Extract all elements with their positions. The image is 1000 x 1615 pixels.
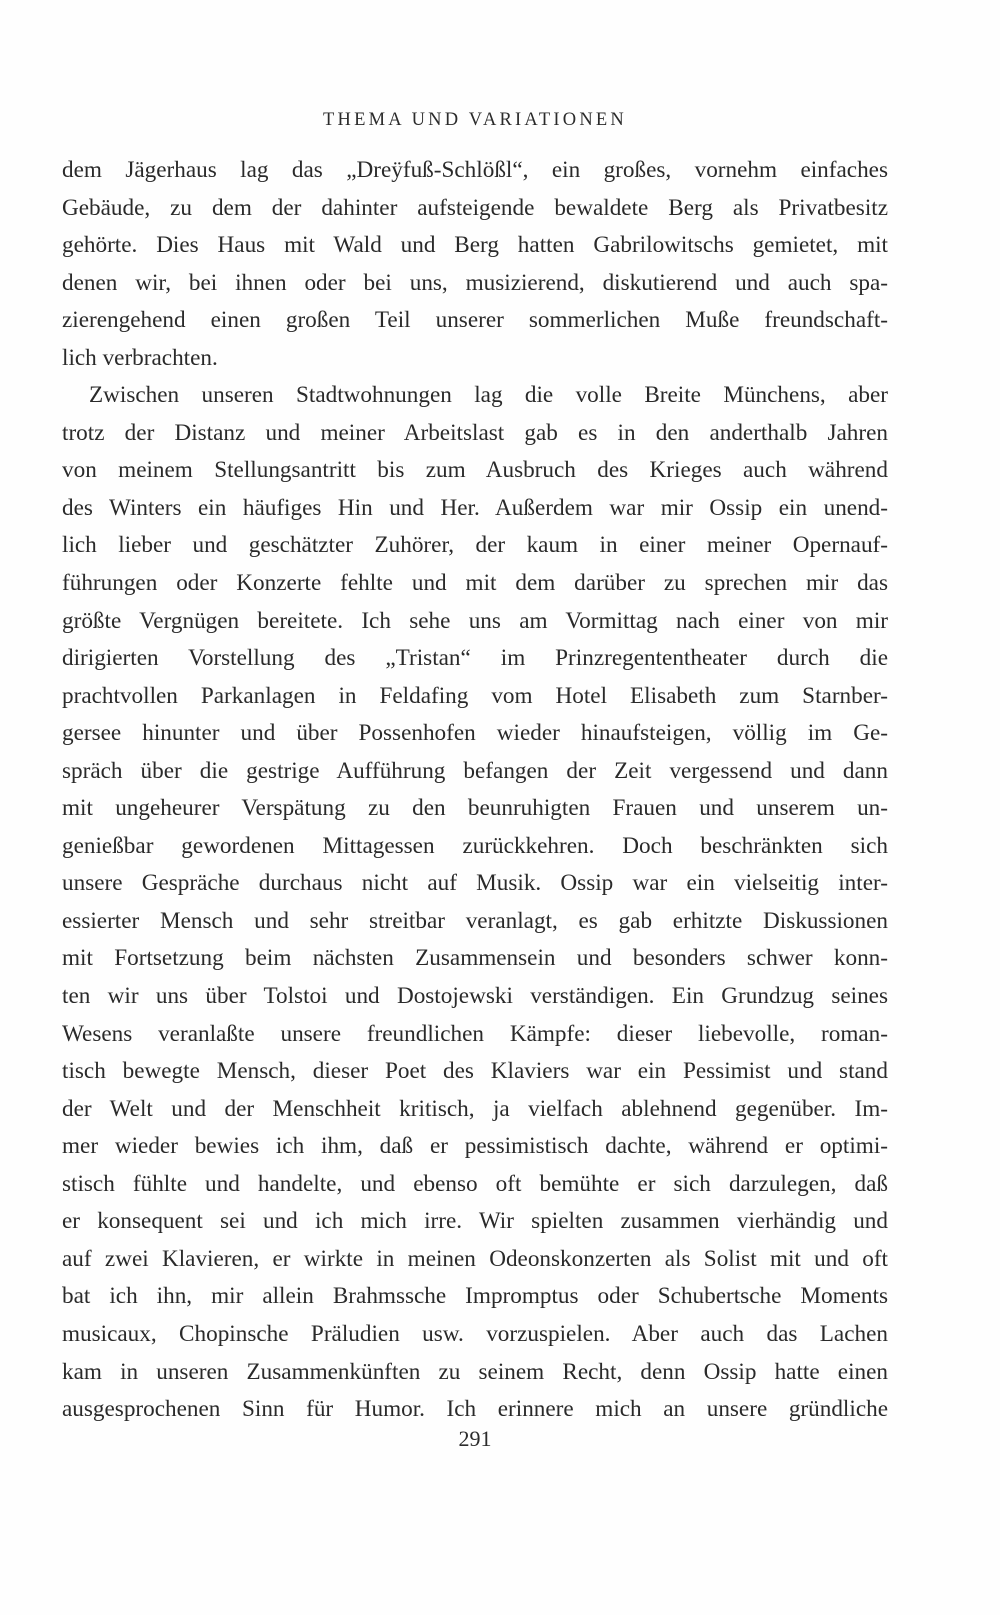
text-line: dirigierten Vorstellung des „Tristan“ im Prinzregententheater durch die bbox=[62, 645, 888, 672]
text-line: gehörte. Dies Haus mit Wald und Berg hatten Gabrilowitschs gemietet, mit bbox=[62, 232, 888, 259]
text-line: ausgesprochenen Sinn für Humor. Ich erinnere mich an unsere gründliche bbox=[62, 1396, 888, 1423]
text-line: Wesens veranlaßte unsere freundlichen Kämpfe: dieser liebevolle, roman- bbox=[62, 1020, 888, 1047]
text-line: gersee hinunter und über Possenhofen wieder hinaufsteigen, völlig im Ge- bbox=[62, 720, 888, 747]
text-line: zierengehend einen großen Teil unserer sommerlichen Muße freundschaft- bbox=[62, 307, 888, 334]
text-line: trotz der Distanz und meiner Arbeitslast gab es in den anderthalb Jahren bbox=[62, 419, 888, 446]
text-line: genießbar gewordenen Mittagessen zurückkehren. Doch beschränkten sich bbox=[62, 832, 888, 859]
text-line: Gebäude, zu dem der dahinter aufsteigende bewaldete Berg als Privatbesitz bbox=[62, 194, 888, 221]
text-line: mit ungeheurer Verspätung zu den beunruhigten Frauen und unserem un- bbox=[62, 795, 888, 822]
text-line: stisch fühlte und handelte, und ebenso oft bemühte er sich darzulegen, daß bbox=[62, 1170, 888, 1197]
text-line: mer wieder bewies ich ihm, daß er pessimistisch dachte, während er optimi- bbox=[62, 1133, 888, 1160]
text-line: führungen oder Konzerte fehlte und mit dem darüber zu sprechen mir das bbox=[62, 570, 888, 597]
text-line: lich lieber und geschätzter Zuhörer, der kaum in einer meiner Opernauf- bbox=[62, 532, 888, 559]
text-line: von meinem Stellungsantritt bis zum Ausbruch des Krieges auch während bbox=[62, 457, 888, 484]
text-line: mit Fortsetzung beim nächsten Zusammensein und besonders schwer konn- bbox=[62, 945, 888, 972]
body-text bbox=[62, 152, 888, 1429]
text-line: tisch bewegte Mensch, dieser Poet des Klaviers war ein Pessimist und stand bbox=[62, 1058, 888, 1085]
running-head: THEMA UND VARIATIONEN bbox=[323, 110, 627, 130]
text-line: größte Vergnügen bereitete. Ich sehe uns am Vormittag nach einer von mir bbox=[62, 607, 888, 634]
text-line: auf zwei Klavieren, er wirkte in meinen Odeonskonzerten als Solist mit und oft bbox=[62, 1245, 888, 1272]
text-line: prachtvollen Parkanlagen in Feldafing vom Hotel Elisabeth zum Starnber- bbox=[62, 682, 888, 709]
text-line: der Welt und der Menschheit kritisch, ja vielfach ablehnend gegenüber. Im- bbox=[62, 1095, 888, 1122]
text-line: er konsequent sei und ich mich irre. Wir spielten zusammen vierhändig und bbox=[62, 1208, 888, 1235]
text-line: lich verbrachten. bbox=[62, 344, 218, 371]
page-number: 291 bbox=[458, 1426, 492, 1451]
text-line: spräch über die gestrige Aufführung befangen der Zeit vergessend und dann bbox=[62, 757, 888, 784]
text-line: denen wir, bei ihnen oder bei uns, musizierend, diskutierend und auch spa- bbox=[62, 269, 888, 296]
text-line: des Winters ein häufiges Hin und Her. Außerdem war mir Ossip ein unend- bbox=[62, 494, 888, 521]
text-line: bat ich ihn, mir allein Brahmssche Impromptus oder Schubertsche Moments bbox=[62, 1283, 888, 1310]
text-line: Zwischen unseren Stadtwohnungen lag die volle Breite Münchens, aber bbox=[89, 382, 888, 409]
text-line: musicaux, Chopinsche Präludien usw. vorzuspielen. Aber auch das Lachen bbox=[62, 1320, 888, 1347]
text-line: ten wir uns über Tolstoi und Dostojewski verständigen. Ein Grundzug seines bbox=[62, 983, 888, 1010]
text-line: dem Jägerhaus lag das „Dreÿfuß-Schlößl“, ein großes, vornehm einfaches bbox=[62, 157, 888, 183]
text-line: kam in unseren Zusammenkünften zu seinem Recht, denn Ossip hatte einen bbox=[62, 1358, 888, 1385]
text-line: essierter Mensch und sehr streitbar veranlagt, es gab erhitzte Diskussionen bbox=[62, 907, 888, 934]
text-line: unsere Gespräche durchaus nicht auf Musik. Ossip war ein vielseitig inter- bbox=[62, 870, 888, 897]
